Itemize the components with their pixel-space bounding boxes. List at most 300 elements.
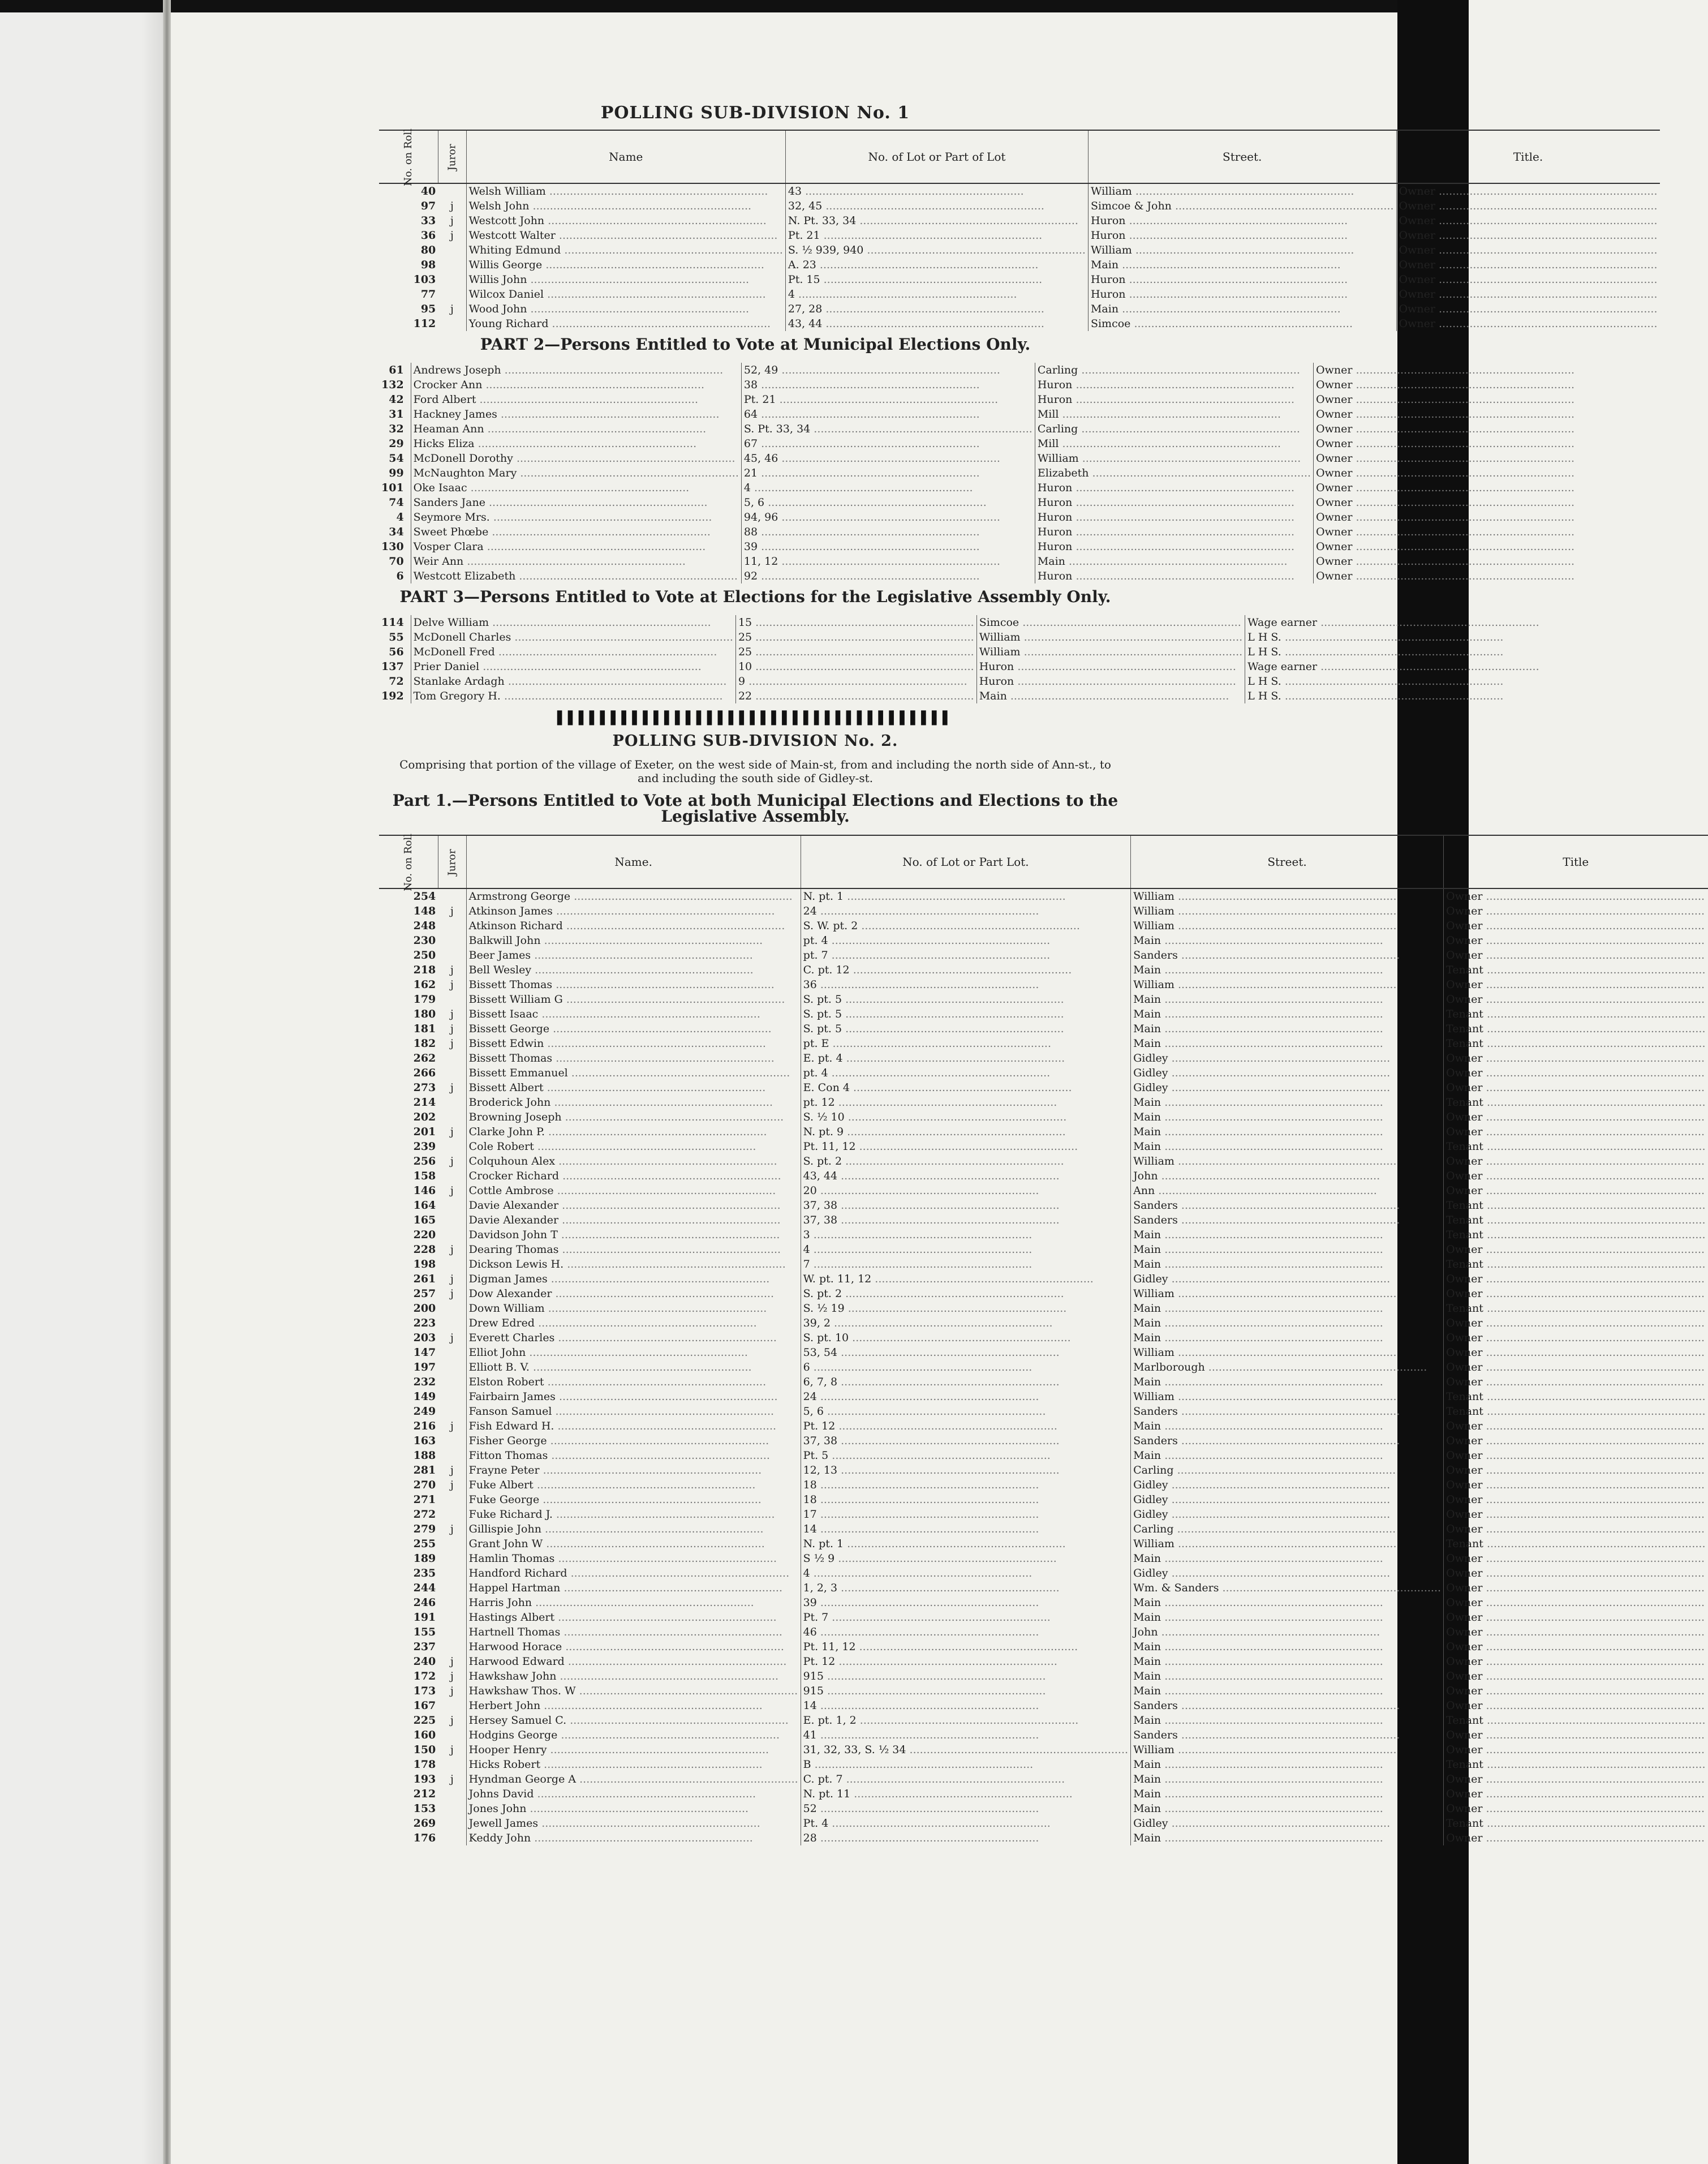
juror-mark: j [450, 1081, 454, 1094]
lot-number: 38 ..... [741, 377, 1035, 392]
part2-rows [379, 363, 1577, 583]
elector-name: Fanson Samuel ..... [466, 1404, 801, 1419]
elector-name: Balkwill John ..... [466, 933, 801, 948]
title-status: Owner ..... [1444, 977, 1708, 992]
lot-number: Pt. 21 ..... [741, 392, 1035, 407]
lot-number: 22 ..... [735, 689, 976, 703]
roll-number: 270 [413, 1479, 436, 1491]
title-status: Owner ..... [1396, 316, 1659, 331]
elector-name: Welsh William ..... [466, 183, 785, 199]
lot-number: W. pt. 11, 12 ..... [801, 1272, 1130, 1286]
roll-number: 244 [413, 1582, 436, 1594]
lot-number: 6, 7, 8 ..... [801, 1375, 1130, 1389]
title-status: Owner ..... [1314, 495, 1577, 510]
juror-mark: j [450, 964, 454, 976]
elector-name: Wilcox Daniel ..... [466, 287, 785, 302]
roll-number: 114 [381, 616, 404, 629]
table-row [379, 377, 1577, 392]
lot-number: Pt. 7 ..... [801, 1610, 1130, 1625]
table-row [379, 1772, 1708, 1787]
elector-name: Bell Wesley ..... [466, 963, 801, 977]
elector-name: Weir Ann ..... [411, 554, 741, 569]
street-name: Carling ..... [1131, 1522, 1444, 1536]
title-status: Owner ..... [1444, 1360, 1708, 1375]
table-row [379, 630, 1542, 645]
roll-number: 239 [413, 1140, 436, 1153]
table-row [379, 1507, 1708, 1522]
part1b-title: Part 1.—Persons Entitled to Vote at both Municipal Elections and Elections to the Legislative Assembly. [392, 791, 1118, 826]
lot-number: 94, 96 ..... [741, 510, 1035, 525]
elector-name: Ford Albert ..... [411, 392, 741, 407]
roll-number: 77 [420, 288, 436, 300]
lot-number: 10 ..... [735, 659, 976, 674]
table-row [379, 1478, 1708, 1492]
title-status: Tenant ..... [1444, 1257, 1708, 1272]
juror-mark [438, 1610, 466, 1625]
juror-mark [438, 1625, 466, 1639]
street-name: Huron ..... [1035, 569, 1313, 583]
elector-name: Atkinson James ..... [466, 904, 801, 918]
lot-number: 15 ..... [735, 615, 976, 630]
lot-number: 20 ..... [801, 1183, 1130, 1198]
street-name: Huron ..... [1088, 272, 1396, 287]
title-status: Owner ..... [1396, 272, 1659, 287]
roll-number: 218 [413, 964, 436, 976]
table-row [379, 645, 1542, 659]
table-row [379, 992, 1708, 1007]
street-name: Sanders ..... [1131, 1198, 1444, 1213]
title-status: Owner ..... [1444, 1169, 1708, 1183]
title-status: Owner ..... [1444, 1742, 1708, 1757]
lot-number: Pt. 15 ..... [785, 272, 1088, 287]
lot-number: 45, 46 ..... [741, 451, 1035, 466]
table-row [379, 1139, 1708, 1154]
elector-name: Sweet Phœbe ..... [411, 525, 741, 539]
street-name: William ..... [976, 645, 1245, 659]
roll-number: 61 [389, 364, 404, 376]
elector-name: Vosper Clara ..... [411, 539, 741, 554]
table-row [379, 1831, 1708, 1845]
street-name: Simcoe & John ..... [1088, 199, 1396, 213]
title-status: Owner ..... [1444, 1066, 1708, 1080]
juror-mark [438, 1198, 466, 1213]
title-status: Tenant ..... [1444, 1036, 1708, 1051]
top-scan-border [0, 0, 1469, 12]
roll-number: 6 [396, 570, 404, 582]
juror-mark [438, 1757, 466, 1772]
street-name: Huron ..... [1088, 213, 1396, 228]
juror-mark: j [450, 905, 454, 917]
juror-mark [438, 1831, 466, 1845]
street-name: William ..... [976, 630, 1245, 645]
street-name: Sanders ..... [1131, 1404, 1444, 1419]
street-name: Gidley ..... [1131, 1066, 1444, 1080]
lot-number: S. pt. 5 ..... [801, 992, 1130, 1007]
roll-number: 165 [413, 1214, 436, 1226]
roll-number: 160 [413, 1729, 436, 1741]
street-name: Main ..... [1131, 933, 1444, 948]
roll-number: 191 [413, 1611, 436, 1624]
elector-name: Hersey Samuel C. ..... [466, 1713, 801, 1728]
elector-name: Drew Edred ..... [466, 1316, 801, 1330]
juror-mark [438, 1051, 466, 1066]
roll-number: 158 [413, 1170, 436, 1182]
lot-number: S. ½ 939, 940 ..... [785, 243, 1088, 257]
street-name: Main ..... [1131, 1448, 1444, 1463]
street-name: Gidley ..... [1131, 1051, 1444, 1066]
elector-name: McDonell Fred ..... [411, 645, 735, 659]
street-name: Main ..... [1131, 1772, 1444, 1787]
title-status: Owner ..... [1444, 904, 1708, 918]
roll-number: 181 [413, 1023, 436, 1035]
lot-number: S. pt. 5 ..... [801, 1007, 1130, 1021]
roll-number: 56 [389, 646, 404, 658]
lot-number: 36 ..... [801, 977, 1130, 992]
elector-name: Tom Gregory H. ..... [411, 689, 735, 703]
street-name: William ..... [1088, 243, 1396, 257]
title-status: Owner ..... [1444, 1787, 1708, 1801]
title-status: Owner ..... [1444, 948, 1708, 963]
lot-number: E. Con 4 ..... [801, 1080, 1130, 1095]
juror-mark: j [450, 1273, 454, 1285]
juror-mark: j [450, 1023, 454, 1035]
table-row [379, 1124, 1708, 1139]
title-status: Owner ..... [1444, 1492, 1708, 1507]
lot-number: 7 ..... [801, 1257, 1130, 1272]
table-row [379, 199, 1660, 213]
table-row [379, 316, 1660, 331]
title-status: Owner ..... [1444, 918, 1708, 933]
roll-number: 257 [413, 1287, 436, 1300]
juror-mark [438, 1698, 466, 1713]
elector-name: Dow Alexander ..... [466, 1286, 801, 1301]
elector-name: Fuke George ..... [466, 1492, 801, 1507]
roll-number: 95 [420, 303, 436, 315]
roll-number: 155 [413, 1626, 436, 1638]
juror-mark [406, 480, 411, 495]
roll-number: 223 [413, 1317, 436, 1329]
elector-name: Browning Joseph ..... [466, 1110, 801, 1124]
street-name: William ..... [1131, 904, 1444, 918]
title-status: Owner ..... [1444, 1772, 1708, 1787]
street-name: Huron ..... [1035, 525, 1313, 539]
street-name: Main ..... [1131, 1021, 1444, 1036]
table-row [379, 1522, 1708, 1536]
street-name: Gidley ..... [1131, 1272, 1444, 1286]
lot-number: 37, 38 ..... [801, 1433, 1130, 1448]
street-name: William ..... [1131, 1389, 1444, 1404]
lot-number: B ..... [801, 1757, 1130, 1772]
title-status: Owner ..... [1444, 1522, 1708, 1536]
elector-name: Bissett Thomas ..... [466, 1051, 801, 1066]
juror-mark [406, 539, 411, 554]
title-status: Tenant ..... [1444, 1404, 1708, 1419]
col-roll: No. on Roll [379, 130, 438, 183]
table-row [379, 569, 1577, 583]
col-lot: No. of Lot or Part of Lot [785, 130, 1088, 183]
elector-name: Digman James ..... [466, 1272, 801, 1286]
street-name: Carling ..... [1131, 1463, 1444, 1478]
elector-name: Elston Robert ..... [466, 1375, 801, 1389]
roll-number: 273 [413, 1081, 436, 1094]
title-status: Owner ..... [1444, 1242, 1708, 1257]
street-name: Main ..... [1131, 1801, 1444, 1816]
lot-number: 9 ..... [735, 674, 976, 689]
col-name: Name [466, 130, 785, 183]
roll-number: 198 [413, 1258, 436, 1270]
juror-mark [406, 466, 411, 480]
lot-number: E. pt. 1, 2 ..... [801, 1713, 1130, 1728]
lot-number: 17 ..... [801, 1507, 1130, 1522]
roll-number: 182 [413, 1037, 436, 1050]
street-name: Main ..... [1131, 1654, 1444, 1669]
title-status: Owner ..... [1444, 1581, 1708, 1595]
elector-name: Young Richard ..... [466, 316, 785, 331]
title-status: Owner ..... [1444, 1801, 1708, 1816]
roll-number: 54 [389, 452, 404, 465]
lot-number: 14 ..... [801, 1698, 1130, 1713]
juror-mark [438, 1536, 466, 1551]
table-row [379, 1433, 1708, 1448]
title-status: Owner ..... [1444, 1080, 1708, 1095]
elector-name: Fisher George ..... [466, 1433, 801, 1448]
title-status: Owner ..... [1444, 992, 1708, 1007]
roll-number: 4 [396, 511, 404, 523]
street-name: Main ..... [1035, 554, 1313, 569]
roll-number: 70 [389, 555, 404, 568]
table-row [379, 1301, 1708, 1316]
col-juror: Juror [438, 130, 466, 183]
street-name: Sanders ..... [1131, 948, 1444, 963]
title-status: Owner ..... [1444, 1639, 1708, 1654]
elector-name: Grant John W ..... [466, 1536, 801, 1551]
juror-mark [438, 1801, 466, 1816]
title-status: Owner ..... [1444, 1610, 1708, 1625]
table-row [379, 302, 1660, 316]
lot-number: 5, 6 ..... [741, 495, 1035, 510]
roll-number: 112 [413, 317, 436, 330]
juror-mark [438, 1581, 466, 1595]
lot-number: N. pt. 9 ..... [801, 1124, 1130, 1139]
elector-name: Harris John ..... [466, 1595, 801, 1610]
juror-mark [406, 422, 411, 436]
street-name: William ..... [1131, 1536, 1444, 1551]
table-row [379, 918, 1708, 933]
roll-number: 176 [413, 1832, 436, 1844]
title-status: Owner ..... [1444, 1286, 1708, 1301]
juror-mark: j [450, 303, 454, 315]
title-status: Owner ..... [1444, 1419, 1708, 1433]
part3-title: PART 3—Persons Entitled to Vote at Elections for the Legislative Assembly Only. [399, 587, 1111, 606]
lot-number: 915 ..... [801, 1669, 1130, 1684]
table-row [379, 451, 1577, 466]
juror-mark [438, 1507, 466, 1522]
street-name: Ann ..... [1131, 1183, 1444, 1198]
polling-subdivision-2-header: POLLING SUB-DIVISION No. 2. [612, 732, 898, 750]
street-name: Main ..... [1131, 1639, 1444, 1654]
juror-mark: j [450, 200, 454, 212]
elector-name: Westcott John ..... [466, 213, 785, 228]
title-status: Tenant ..... [1444, 1389, 1708, 1404]
street-name: Main ..... [1131, 1757, 1444, 1772]
lot-number: 52, 49 ..... [741, 363, 1035, 377]
title-status: Owner ..... [1444, 1375, 1708, 1389]
title-status: Owner ..... [1444, 1183, 1708, 1198]
subdivision-2-table [379, 835, 1708, 1845]
lot-number: 4 ..... [741, 480, 1035, 495]
juror-mark: j [450, 978, 454, 991]
lot-number: C. pt. 12 ..... [801, 963, 1130, 977]
table-row [379, 659, 1542, 674]
title-status: Owner ..... [1444, 1110, 1708, 1124]
elector-name: Fitton Thomas ..... [466, 1448, 801, 1463]
title-status: Wage earner ..... [1245, 615, 1542, 630]
street-name: Main ..... [1131, 1242, 1444, 1257]
juror-mark [438, 1213, 466, 1227]
elector-name: Broderick John ..... [466, 1095, 801, 1110]
table-row [379, 689, 1542, 703]
street-name: Main ..... [1131, 992, 1444, 1007]
elector-name: Wood John ..... [466, 302, 785, 316]
title-status: Owner ..... [1444, 1551, 1708, 1566]
juror-mark: j [450, 1243, 454, 1256]
elector-name: Hawkshaw John ..... [466, 1669, 801, 1684]
elector-name: Bissett Emmanuel ..... [466, 1066, 801, 1080]
roll-number: 98 [420, 259, 436, 271]
elector-name: Heaman Ann ..... [411, 422, 741, 436]
street-name: Main ..... [1131, 1139, 1444, 1154]
street-name: Elizabeth ..... [1035, 466, 1313, 480]
table-row [379, 1110, 1708, 1124]
title-status: Owner ..... [1314, 466, 1577, 480]
street-name: Main ..... [1131, 1227, 1444, 1242]
lot-number: 41 ..... [801, 1728, 1130, 1742]
title-status: Owner ..... [1444, 1669, 1708, 1684]
roll-number: 200 [413, 1302, 436, 1315]
lot-number: 43, 44 ..... [785, 316, 1088, 331]
title-status: Tenant ..... [1444, 1007, 1708, 1021]
lot-number: 25 ..... [735, 645, 976, 659]
title-status: Owner ..... [1444, 1316, 1708, 1330]
juror-mark [438, 183, 466, 199]
title-status: Owner ..... [1314, 525, 1577, 539]
juror-mark: j [450, 1714, 454, 1727]
roll-number: 33 [420, 214, 436, 227]
roll-number: 272 [413, 1508, 436, 1521]
lot-number: 24 ..... [801, 1389, 1130, 1404]
juror-mark [438, 1169, 466, 1183]
elector-name: Happel Hartman ..... [466, 1581, 801, 1595]
lot-number: 43 ..... [785, 183, 1088, 199]
table-row [379, 1669, 1708, 1684]
roll-number: 97 [420, 200, 436, 212]
elector-name: Gillispie John ..... [466, 1522, 801, 1536]
title-status: Tenant ..... [1444, 1536, 1708, 1551]
juror-mark [406, 674, 411, 689]
lot-number: 3 ..... [801, 1227, 1130, 1242]
elector-name: Jones John ..... [466, 1801, 801, 1816]
street-name: Carling ..... [1035, 422, 1313, 436]
title-status: Owner ..... [1444, 1684, 1708, 1698]
juror-mark [438, 243, 466, 257]
table-row [379, 963, 1708, 977]
street-name: William ..... [1035, 451, 1313, 466]
title-status: Owner ..... [1314, 451, 1577, 466]
street-name: Main ..... [1131, 963, 1444, 977]
juror-mark [438, 287, 466, 302]
table-row [379, 363, 1577, 377]
title-status: Owner ..... [1444, 1051, 1708, 1066]
roll-number: 262 [413, 1052, 436, 1064]
title-status: Owner ..... [1314, 480, 1577, 495]
roll-number: 153 [413, 1802, 436, 1815]
table-row [379, 1713, 1708, 1728]
juror-mark [438, 1566, 466, 1581]
lot-number: 4 ..... [801, 1566, 1130, 1581]
elector-name: Keddy John ..... [466, 1831, 801, 1845]
elector-name: Delve William ..... [411, 615, 735, 630]
street-name: Main ..... [1131, 1713, 1444, 1728]
title-status: Owner ..... [1314, 539, 1577, 554]
table-row [379, 1389, 1708, 1404]
street-name: John ..... [1131, 1625, 1444, 1639]
title-status: Owner ..... [1314, 436, 1577, 451]
table-row [379, 243, 1660, 257]
lot-number: S. pt. 10 ..... [801, 1330, 1130, 1345]
juror-mark [438, 918, 466, 933]
lot-number: A. 23 ..... [785, 257, 1088, 272]
street-name: Main ..... [1131, 1095, 1444, 1110]
roll-number: 172 [413, 1670, 436, 1682]
juror-mark [438, 1066, 466, 1080]
lot-number: E. pt. 4 ..... [801, 1051, 1130, 1066]
street-name: Huron ..... [1035, 510, 1313, 525]
title-status: Tenant ..... [1444, 1213, 1708, 1227]
elector-name: Cole Robert ..... [466, 1139, 801, 1154]
table-row [379, 1595, 1708, 1610]
street-name: Main ..... [1131, 1610, 1444, 1625]
roll-number: 32 [389, 423, 404, 435]
table-row [379, 436, 1577, 451]
juror-mark: j [450, 1420, 454, 1432]
table-row [379, 1787, 1708, 1801]
street-name: William ..... [1131, 1286, 1444, 1301]
table-header-row [379, 130, 1660, 183]
street-name: Main ..... [1131, 1684, 1444, 1698]
street-name: Main ..... [1131, 1036, 1444, 1051]
table-row [379, 1448, 1708, 1463]
title-status: Owner ..... [1444, 1124, 1708, 1139]
elector-name: Whiting Edmund ..... [466, 243, 785, 257]
table-row [379, 525, 1577, 539]
lot-number: pt. 12 ..... [801, 1095, 1130, 1110]
table-row [379, 948, 1708, 963]
roll-number: 36 [420, 229, 436, 242]
roll-number: 212 [413, 1788, 436, 1800]
lot-number: 64 ..... [741, 407, 1035, 422]
street-name: Main ..... [976, 689, 1245, 703]
title-status: Owner ..... [1444, 1272, 1708, 1286]
col-street: Street. [1088, 130, 1396, 183]
roll-number: 74 [389, 496, 404, 509]
table-row [379, 257, 1660, 272]
street-name: Gidley ..... [1131, 1478, 1444, 1492]
elector-name: Welsh John ..... [466, 199, 785, 213]
lot-number: 4 ..... [801, 1242, 1130, 1257]
lot-number: 915 ..... [801, 1684, 1130, 1698]
elector-name: Bissett Edwin ..... [466, 1036, 801, 1051]
lot-number: 52 ..... [801, 1801, 1130, 1816]
